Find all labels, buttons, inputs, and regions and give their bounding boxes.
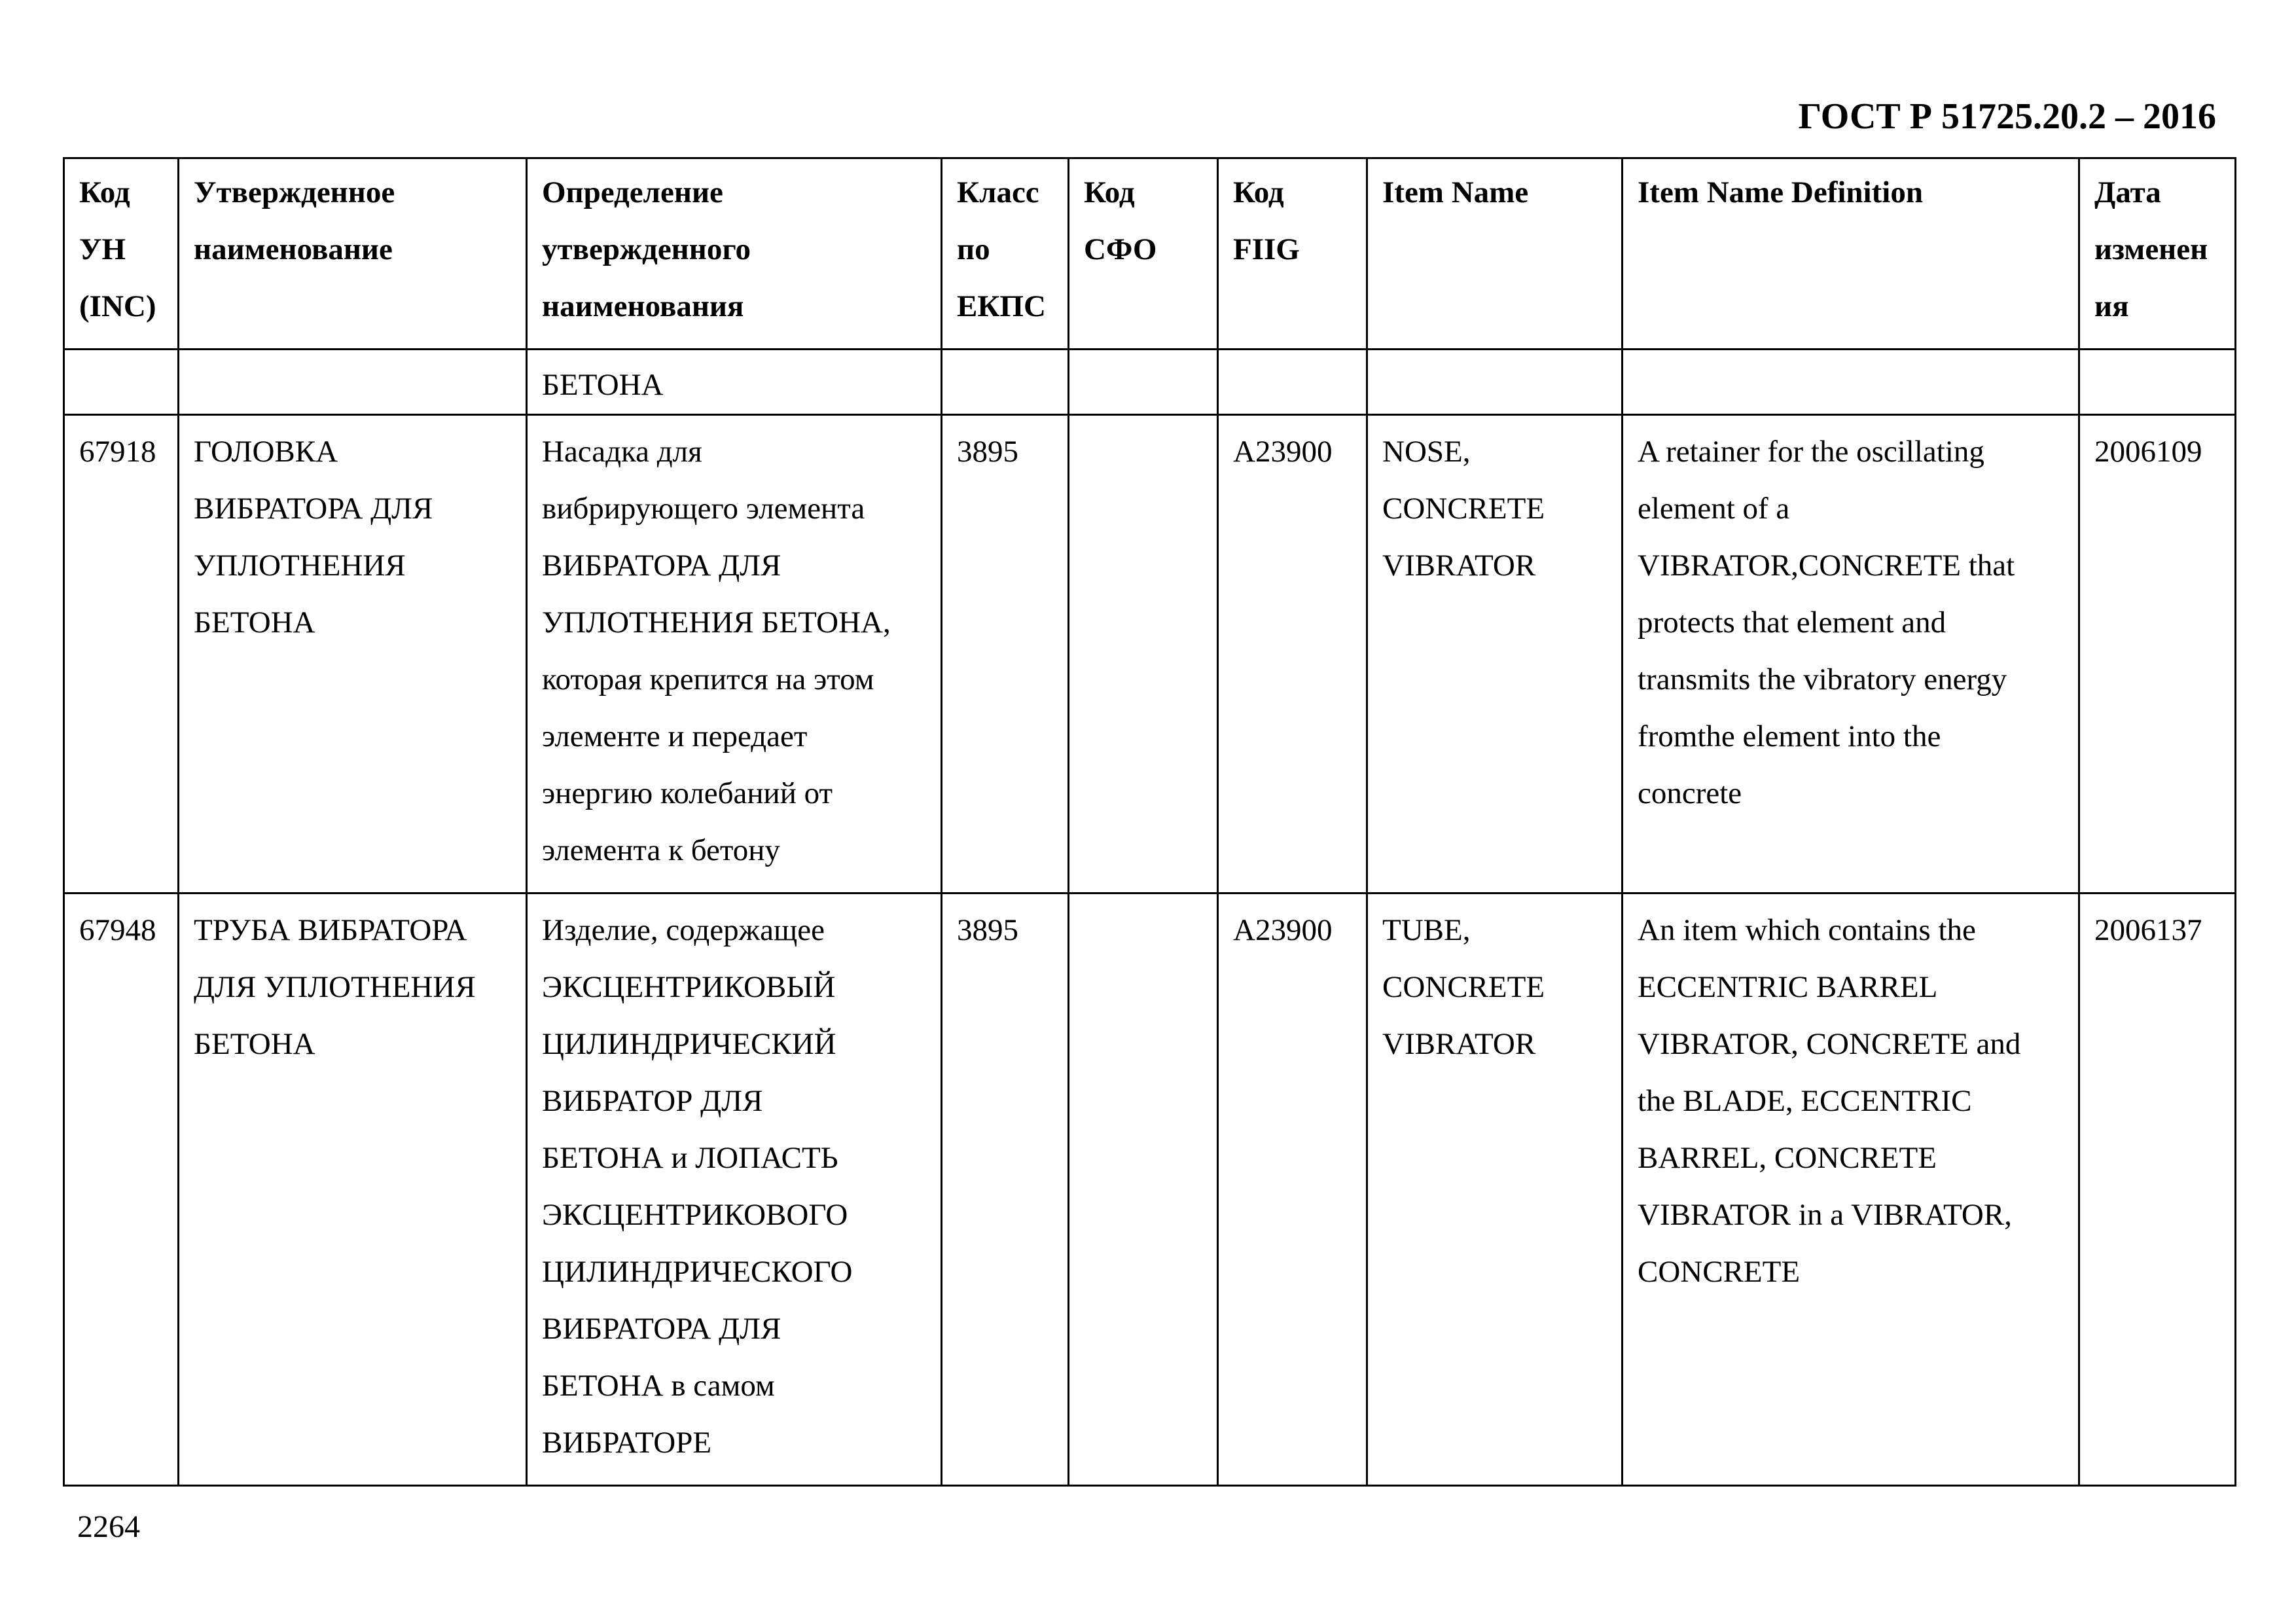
cell-item-name-definition: A retainer for the oscillating element of a VIBRATOR,CONCRETE that protects that element and transmits the vibratory energy fromthe element into the concrete: [1623, 415, 2079, 893]
cell-inc: [64, 350, 179, 415]
cell-item-name: [1367, 350, 1623, 415]
cell-definition: Насадка для вибрирующего элемента ВИБРАТОРА ДЛЯ УПЛОТНЕНИЯ БЕТОНА, которая крепится на этом элементе и передает энергию колебаний от элемента к бетону: [527, 415, 942, 893]
table-row: [64, 415, 2236, 893]
cell-item-name-definition: An item which contains the ECCENTRIC BARREL VIBRATOR, CONCRETE and the BLADE, ECCENTRIC BARREL, CONCRETE VIBRATOR in a VIBRATOR, CONCRETE: [1623, 893, 2079, 1486]
header-approved-name: Утвержденное наименование: [179, 158, 527, 350]
header-inc: Код УН (INC): [64, 158, 179, 350]
cell-change-date: 2006109: [2079, 415, 2236, 893]
cell-definition: БЕТОНА: [527, 350, 942, 415]
cell-ekps-class: 3895: [942, 415, 1069, 893]
cell-change-date: [2079, 350, 2236, 415]
cell-ekps-class: 3895: [942, 893, 1069, 1486]
continuation-row: [64, 350, 2236, 415]
cell-approved-name: [179, 350, 527, 415]
header-ekps-class: Класс по ЕКПС: [942, 158, 1069, 350]
cell-sfo-code: [1069, 350, 1218, 415]
cell-definition: Изделие, содержащее ЭКСЦЕНТРИКОВЫЙ ЦИЛИНДРИЧЕСКИЙ ВИБРАТОР ДЛЯ БЕТОНА и ЛОПАСТЬ ЭКСЦЕНТРИКОВОГО ЦИЛИНДРИЧЕСКОГО ВИБРАТОРА ДЛЯ БЕТОНА в самом ВИБРАТОРЕ: [527, 893, 942, 1486]
page-number: 2264: [77, 1509, 140, 1544]
header-sfo-code: Код СФО: [1069, 158, 1218, 350]
cell-item-name: NOSE, CONCRETE VIBRATOR: [1367, 415, 1623, 893]
header-fiig-code: Код FIIG: [1218, 158, 1367, 350]
cell-approved-name: ТРУБА ВИБРАТОРА ДЛЯ УПЛОТНЕНИЯ БЕТОНА: [179, 893, 527, 1486]
cell-item-name: TUBE, CONCRETE VIBRATOR: [1367, 893, 1623, 1486]
header-row: [64, 158, 2236, 350]
header-item-name: Item Name: [1367, 158, 1623, 350]
cell-approved-name: ГОЛОВКА ВИБРАТОРА ДЛЯ УПЛОТНЕНИЯ БЕТОНА: [179, 415, 527, 893]
nomenclature-table: [63, 157, 2236, 1487]
cell-ekps-class: [942, 350, 1069, 415]
cell-fiig-code: A23900: [1218, 893, 1367, 1486]
table-row: [64, 893, 2236, 1486]
standard-designation: ГОСТ Р 51725.20.2 – 2016: [1798, 96, 2216, 137]
header-item-name-definition: Item Name Definition: [1623, 158, 2079, 350]
cell-item-name-definition: [1623, 350, 2079, 415]
cell-fiig-code: [1218, 350, 1367, 415]
cell-inc: 67918: [64, 415, 179, 893]
cell-inc: 67948: [64, 893, 179, 1486]
header-definition: Определение утвержденного наименования: [527, 158, 942, 350]
cell-sfo-code: [1069, 893, 1218, 1486]
cell-sfo-code: [1069, 415, 1218, 893]
cell-fiig-code: A23900: [1218, 415, 1367, 893]
header-change-date: Дата изменен ия: [2079, 158, 2236, 350]
cell-change-date: 2006137: [2079, 893, 2236, 1486]
